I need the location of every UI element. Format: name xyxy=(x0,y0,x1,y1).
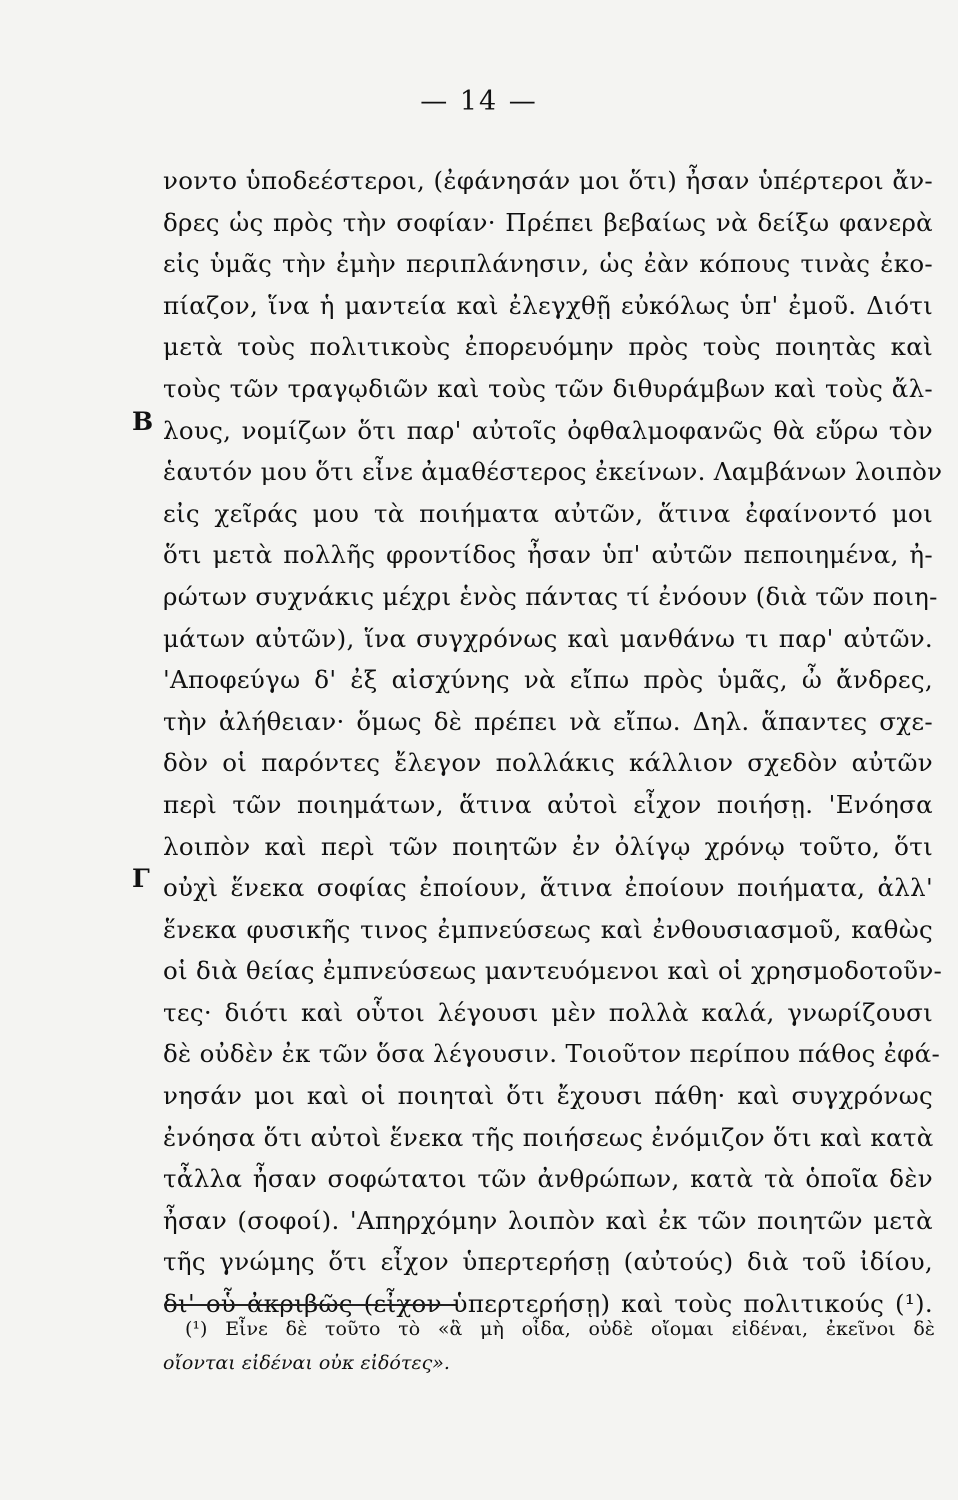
footnote-line: (¹) Εἶνε δὲ τοῦτο τὸ «ἃ μὴ οἶδα, οὐδὲ οἴομαι εἰδέναι, ἐκεῖνοι δὲ xyxy=(185,1318,935,1340)
body-text xyxy=(163,160,943,1325)
text-line: τῆς γνώμης ὅτι εἶχον ὑπερτερήσῃ (αὐτούς) διὰ τοῦ ἰδίου, xyxy=(163,1247,933,1277)
text-line: δὸν οἱ παρόντες ἔλεγον πολλάκις κάλλιον σχεδὸν αὐτῶν xyxy=(163,748,933,778)
margin-marker-g: Γ xyxy=(132,864,150,893)
text-line: δὲ οὐδὲν ἐκ τῶν ὅσα λέγουσιν. Τοιοῦτον περίπου πάθος ἐφά- xyxy=(163,1039,941,1069)
text-line: ὅτι μετὰ πολλῆς φροντίδος ἦσαν ὑπ' αὐτῶν πεποιημένα, ἠ- xyxy=(163,540,933,570)
text-line: ἦσαν (σοφοί). 'Απηρχόμην λοιπὸν καὶ ἐκ τῶν ποιητῶν μετὰ xyxy=(163,1205,933,1235)
margin-marker-b: B xyxy=(132,407,154,436)
text-line: εἰς ὑμᾶς τὴν ἐμὴν περιπλάνησιν, ὡς ἐὰν κόπους τινὰς ἐκο- xyxy=(163,249,933,279)
text-line: ἑαυτόν μου ὅτι εἶνε ἀμαθέστερος ἐκείνων. Λαμβάνων λοιπὸν xyxy=(163,457,943,487)
text-line: μετὰ τοὺς πολιτικοὺς ἐπορευόμην πρὸς τοὺς ποιητὰς καὶ xyxy=(163,332,933,362)
text-line: ρώτων συχνάκις μέχρι ἑνὸς πάντας τί ἐνόουν (διὰ τῶν ποιη- xyxy=(163,581,938,611)
text-line: νοντο ὑποδεέστεροι, (ἐφάνησάν μοι ὅτι) ἦσαν ὑπέρτεροι ἄν- xyxy=(163,166,933,195)
text-line: οἱ διὰ θείας ἐμπνεύσεως μαντευόμενοι καὶ οἱ χρησμοδοτοῦν- xyxy=(163,956,943,986)
text-line: πίαζον, ἵνα ἡ μαντεία καὶ ἐλεγχθῇ εὐκόλως ὑπ' ἐμοῦ. Διότι xyxy=(163,290,933,320)
text-line: τἆλλα ἦσαν σοφώτατοι τῶν ἀνθρώπων, κατὰ τὰ ὁποῖα δὲν xyxy=(163,1164,933,1194)
text-line: οὐχὶ ἕνεκα σοφίας ἐποίουν, ἅτινα ἐποίουν ποιήματα, ἀλλ' xyxy=(163,873,933,903)
text-line: τοὺς τῶν τραγῳδιῶν καὶ τοὺς τῶν διθυράμβων καὶ τοὺς ἄλ- xyxy=(163,373,933,403)
text-line: εἰς χεῖράς μου τὰ ποιήματα αὐτῶν, ἅτινα ἐφαίνοντό μοι xyxy=(163,498,933,528)
text-line: δρες ὡς πρὸς τὴν σοφίαν· Πρέπει βεβαίως νὰ δείξω φανερὰ xyxy=(163,207,933,237)
text-line: ἐνόησα ὅτι αὐτοὶ ἕνεκα τῆς ποιήσεως ἐνόμιζον ὅτι καὶ κατὰ xyxy=(163,1122,934,1152)
text-line: 'Αποφεύγω δ' ἐξ αἰσχύνης νὰ εἴπω πρὸς ὑμᾶς, ὦ ἄνδρες, xyxy=(163,665,933,695)
text-line: τες· διότι καὶ οὗτοι λέγουσι μὲν πολλὰ καλά, γνωρίζουσι xyxy=(163,997,933,1027)
footnote xyxy=(163,1312,935,1380)
text-line: τὴν ἀλήθειαν· ὅμως δὲ πρέπει νὰ εἴπω. Δηλ. ἅπαντες σχε- xyxy=(163,706,933,736)
text-line: λοιπὸν καὶ περὶ τῶν ποιητῶν ἐν ὀλίγῳ χρόνῳ τοῦτο, ὅτι xyxy=(163,831,933,861)
text-line: δι' οὗ ἀκριβῶς (εἶχον ὑπερτερήσῃ) καὶ τοὺς πολιτικούς (¹). xyxy=(163,1289,933,1319)
text-line: νησάν μοι καὶ οἱ ποιηταὶ ὅτι ἔχουσι πάθη· καὶ συγχρόνως xyxy=(163,1081,933,1111)
text-line: μάτων αὐτῶν), ἵνα συγχρόνως καὶ μανθάνω τι παρ' αὐτῶν. xyxy=(163,623,933,653)
text-line: περὶ τῶν ποιημάτων, ἅτινα αὐτοὶ εἶχον ποιήσῃ. 'Ενόησα xyxy=(163,789,933,819)
text-line: λους, νομίζων ὅτι παρ' αὐτοῖς ὀφθαλμοφανῶς θὰ εὕρω τὸν xyxy=(163,415,933,445)
footnote-rule xyxy=(164,1304,456,1306)
page-number: — 14 — xyxy=(420,86,538,117)
footnote-line: οἴονται εἰδέναι οὐκ εἰδότες». xyxy=(163,1352,450,1374)
text-line: ἕνεκα φυσικῆς τινος ἐμπνεύσεως καὶ ἐνθουσιασμοῦ, καθὼς xyxy=(163,914,933,944)
